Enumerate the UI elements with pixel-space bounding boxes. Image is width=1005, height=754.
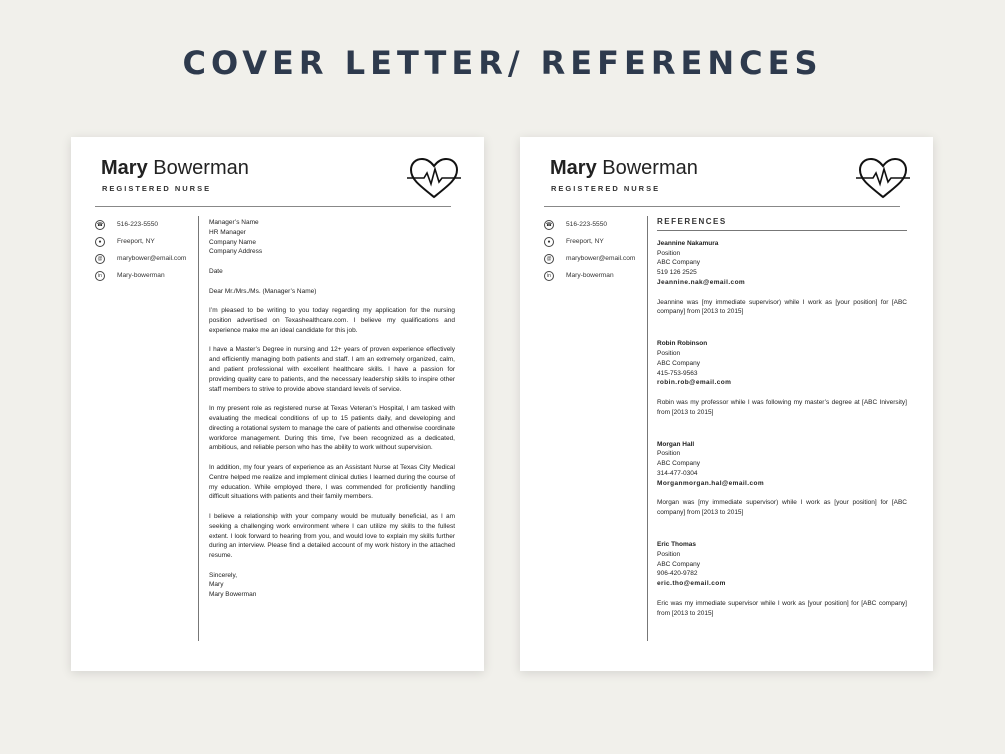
salutation: Dear Mr./Mrs./Ms. (Manager’s Name) <box>209 287 317 295</box>
reference-phone: 415-753-9563 <box>657 369 698 377</box>
phone-icon: ☎ <box>96 221 104 228</box>
references-section <box>657 217 907 640</box>
reference-entry <box>657 339 907 417</box>
headline: COVER LETTER/ REFERENCES <box>182 44 823 82</box>
last-name: Bowerman <box>602 157 698 179</box>
contact-location <box>544 233 644 250</box>
contact-linkedin <box>95 267 195 284</box>
reference-phone: 519 126 2525 <box>657 269 697 277</box>
letter-date: Date <box>209 267 223 275</box>
contact-text: Mary-bowerman <box>117 272 165 279</box>
linkedin-icon: in <box>95 271 105 281</box>
reference-note: Morgan was [my immediate supervisor) while I work as [your position] for [ABC company] from [2013 to 2015] <box>657 499 907 517</box>
address-line: HR Manager <box>209 228 246 236</box>
reference-position: Position <box>657 550 681 558</box>
closing-line: Mary Bowerman <box>209 591 257 599</box>
contact-text: 516-223-5550 <box>566 221 608 228</box>
email-icon: @ <box>95 254 105 264</box>
cover-letter-page <box>71 137 484 671</box>
contact-phone <box>544 216 644 233</box>
contact-phone <box>95 216 195 233</box>
reference-position: Position <box>657 450 681 458</box>
heartbeat-icon <box>407 157 461 201</box>
letter-paragraph: I’m pleased to be writing to you today regarding my application for the nursing position advertised on Texashealthcare.com. I believe my qualifications and experience make me an ideal candidate for this job. <box>209 307 455 334</box>
reference-name: Morgan Hall <box>657 440 695 448</box>
letter-paragraph: In addition, my four years of experience as an Assistant Nurse at Texas City Medical Centre helped me realize and implement clinical duties I learned during the course of my education. While employed there, I was commended for proficiently handling difficult situations with patients and their family members. <box>209 463 455 501</box>
first-name: Mary <box>101 157 148 179</box>
references-heading: REFERENCES <box>657 217 907 231</box>
contact-text: Mary-bowerman <box>566 272 614 279</box>
reference-email: robin.rob@email.com <box>657 379 732 387</box>
letter-paragraph: I have a Master’s Degree in nursing and 12+ years of proven experience effectively and efficiently managing both patients and staff. I am an extremely organized, calm, and patient professional with excellent healthcare skills. I have a passion for providing quality care to patients, and the necessary leadership skills to inspire other staff members to strive to provide above standard levels of service. <box>209 346 455 393</box>
reference-note: Robin was my professor while I was following my master’s degree at [ABC Iniversity] from [2013 to 2015] <box>657 398 907 416</box>
contact-text: marybower@email.com <box>117 255 187 262</box>
header-divider <box>544 206 900 207</box>
last-name: Bowerman <box>153 157 249 179</box>
location-icon: ● <box>95 237 105 247</box>
contact-email <box>544 250 644 267</box>
email-icon: @ <box>544 254 554 264</box>
reference-entry <box>657 440 907 518</box>
signature-block <box>209 571 455 600</box>
first-name: Mary <box>550 157 597 179</box>
closing-line: Sincerely, <box>209 571 238 579</box>
reference-company: ABC Company <box>657 560 700 568</box>
applicant-name <box>101 157 249 180</box>
contact-text: marybower@email.com <box>566 255 636 262</box>
header-divider <box>95 206 451 207</box>
reference-name: Jeannine Nakamura <box>657 239 719 247</box>
reference-position: Position <box>657 349 681 357</box>
reference-name: Eric Thomas <box>657 540 697 548</box>
heartbeat-icon <box>856 157 910 201</box>
contact-location <box>95 233 195 250</box>
reference-email: eric.tho@email.com <box>657 580 726 588</box>
phone-icon: ☎ <box>545 221 553 228</box>
letter-paragraph: I believe a relationship with your company would be mutually beneficial, as I am seeking a challenging work environment where I can utilize my skills to the fullest extent. I look forward to hearing from you, and would love to explain my skills further during an interview. Please find a detailed account of my work history in the attached resume. <box>209 512 455 560</box>
contact-list <box>544 216 644 284</box>
address-line: Company Address <box>209 248 263 256</box>
linkedin-icon: in <box>544 271 554 281</box>
applicant-name <box>550 157 698 180</box>
reference-entry <box>657 540 907 618</box>
reference-company: ABC Company <box>657 460 700 468</box>
references-page <box>520 137 933 671</box>
reference-email: Morganmorgan.hal@email.com <box>657 479 765 487</box>
column-divider <box>198 216 199 641</box>
reference-entry <box>657 239 907 317</box>
letter-paragraph: In my present role as registered nurse at Texas Veteran’s Hospital, I am tasked with evaluating the medical conditions of up to 15 patients daily, and developing and directing a rotational system to manage the care of patients and otherwise coordinate workforce management. During this time, I’ve been recognized as a dedicated, ambitious, and reliable person who has the ability to work without supervision. <box>209 405 455 452</box>
contact-text: Freeport, NY <box>117 238 155 245</box>
reference-phone: 314-477-0304 <box>657 469 698 477</box>
reference-position: Position <box>657 249 681 257</box>
address-line: Company Name <box>209 238 256 246</box>
letter-body <box>209 218 455 600</box>
contact-linkedin <box>544 267 644 284</box>
reference-phone: 906-420-9782 <box>657 570 698 578</box>
closing-line: Mary <box>209 581 224 589</box>
contact-text: 516-223-5550 <box>117 221 159 228</box>
recipient-address <box>209 218 455 257</box>
reference-note: Eric was my immediate supervisor while I work as [your position] for [ABC company] from [2013 to 2015] <box>657 599 907 617</box>
contact-email <box>95 250 195 267</box>
job-title: REGISTERED NURSE <box>551 184 661 193</box>
location-icon: ● <box>544 237 554 247</box>
address-line: Manager’s Name <box>209 219 259 226</box>
reference-name: Robin Robinson <box>657 340 708 348</box>
reference-company: ABC Company <box>657 359 700 367</box>
reference-email: Jeannine.nak@email.com <box>657 278 746 286</box>
reference-company: ABC Company <box>657 259 700 267</box>
reference-note: Jeannine was [my immediate supervisor) while I work as [your position] for [ABC company] from [2013 to 2015] <box>657 298 907 316</box>
job-title: REGISTERED NURSE <box>102 184 212 193</box>
contact-text: Freeport, NY <box>566 238 604 245</box>
column-divider <box>647 216 648 641</box>
contact-list <box>95 216 195 284</box>
